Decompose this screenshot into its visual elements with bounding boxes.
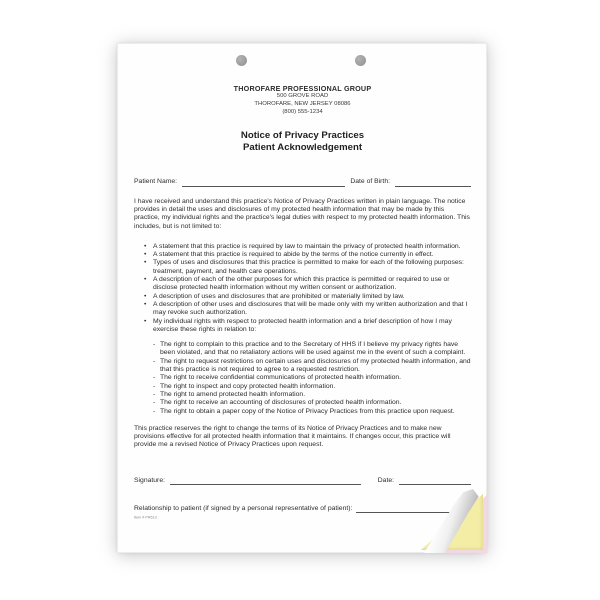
- patient-name-line: [182, 179, 345, 187]
- notice-bullet-list: [144, 243, 471, 334]
- page-curl-corner: [417, 489, 487, 553]
- notice-bullet: • Types of uses and disclosures that this practice is permitted to make for each of the following purposes: treatment, payment, and health care operations.: [144, 259, 471, 276]
- form-title-line1: Notice of Privacy Practices: [240, 130, 365, 142]
- notice-bullet: • A description of other uses and disclosures that will be made only with my written authorization and that I may revoke such authorization.: [144, 301, 471, 318]
- form-title: [134, 130, 471, 153]
- rights-sub-bullet: - The right to amend protected health information.: [153, 391, 471, 399]
- form-title-line2: Patient Acknowledgement: [242, 141, 363, 153]
- patient-info-row: [134, 178, 471, 186]
- date-label: Date:: [377, 476, 394, 484]
- dob-line: [395, 179, 471, 187]
- signature-line: [170, 477, 361, 485]
- signature-label: Signature:: [134, 476, 165, 484]
- notice-bullet: • A statement that this practice is required to abide by the terms of the notice currently in effect.: [144, 251, 471, 259]
- form-item-number: Item # PR613: [134, 516, 157, 521]
- signature-row: [134, 477, 471, 485]
- notice-bullet: • My individual rights with respect to protected health information and a brief description of how I may exercise these rights in relation to:: [144, 318, 471, 335]
- practice-address-line1: 500 GROVE ROAD: [276, 93, 329, 99]
- rights-sub-bullet: - The right to inspect and copy protected health information.: [153, 383, 471, 391]
- practice-phone: (800) 555-1234: [282, 108, 323, 115]
- reservation-paragraph: This practice reserves the right to change the terms of its Notice of Privacy Practices and to make new provisions effective for all protected health information that it maintains. If changes occur, this practice will provide me a revised Notice of Privacy Practices upon request.: [134, 424, 451, 449]
- punch-hole-left-icon: [236, 55, 247, 66]
- punch-hole-right-icon: [355, 55, 366, 66]
- notice-bullet: • A description of uses and disclosures that are prohibited or materially limited by law.: [144, 293, 471, 301]
- acknowledgement-intro: I have received and understand this practice's Notice of Privacy Practices written in plain language. The notice provides in detail the uses and disclosures of my protected health information that may be made by this practice, my individual rights and the practice's legal duties with respect to my protected health information. This includes, but is not limited to:: [134, 197, 470, 230]
- letterhead: [134, 84, 471, 116]
- dob-label: Date of Birth:: [350, 178, 390, 186]
- patient-name-label: Patient Name:: [134, 178, 178, 186]
- rights-sub-bullet: - The right to complain to this practice and to the Secretary of HHS if I believe my privacy rights have been violated, and that no retaliatory actions will be used against me in the event of such a complaint.: [153, 341, 471, 358]
- relationship-label: Relationship to patient (if signed by a personal representative of patient):: [134, 505, 353, 512]
- practice-address-line2: THOROFARE, NEW JERSEY 08086: [254, 100, 351, 107]
- rights-sub-list: [153, 341, 471, 416]
- practice-name: THOROFARE PROFESSIONAL GROUP: [233, 84, 372, 93]
- rights-sub-bullet: - The right to receive confidential communications of protected health information.: [153, 374, 471, 382]
- rights-sub-bullet: - The right to receive an accounting of disclosures of protected health information.: [153, 399, 471, 407]
- date-line: [399, 477, 471, 485]
- notice-bullet: • A description of each of the other purposes for which this practice is permitted or required to use or disclose protected health information without my written consent or authorization.: [144, 276, 471, 293]
- acknowledgement-form-sheet: [117, 43, 487, 553]
- rights-sub-bullet: - The right to obtain a paper copy of the Notice of Privacy Practices from this practice upon request.: [153, 408, 471, 416]
- notice-bullet: • A statement that this practice is required by law to maintain the privacy of protected health information.: [144, 243, 471, 251]
- rights-sub-bullet: - The right to request restrictions on certain uses and disclosures of my protected health information, and that this practice is not required to agree to a requested restriction.: [153, 358, 471, 375]
